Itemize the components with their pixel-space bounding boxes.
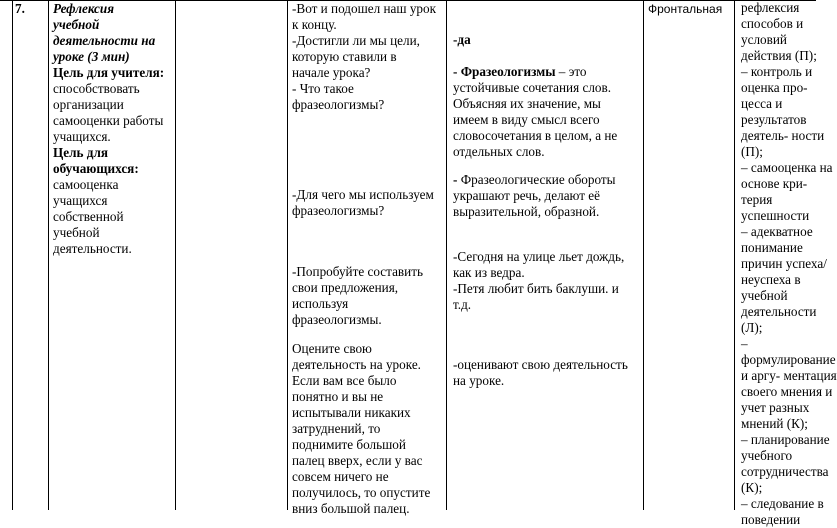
teacher-line: - Что такое bbox=[292, 81, 354, 96]
uud-line: неуспеха в bbox=[741, 272, 801, 287]
uud-line: мнений (К); bbox=[741, 416, 808, 431]
student-line: выразительной, образной. bbox=[453, 204, 600, 219]
teacher-line: фразеологизмы. bbox=[292, 312, 382, 327]
uud-line: причин успеха/ bbox=[741, 256, 827, 271]
column-border bbox=[48, 0, 49, 510]
uud-line: успешности bbox=[741, 208, 810, 223]
student-line: как из ведра. bbox=[453, 265, 525, 280]
uud-line: (П); bbox=[741, 144, 763, 159]
teacher-line: к концу. bbox=[292, 17, 337, 32]
student-line: -Петя любит бить баклуши. и bbox=[453, 281, 619, 296]
student-goal-label: обучающихся: bbox=[53, 161, 139, 176]
work-form-cell bbox=[648, 1, 734, 17]
teacher-line: -Для чего мы используем bbox=[292, 187, 434, 202]
student-goal-line: деятельности. bbox=[53, 241, 132, 256]
student-line: имеем в виду смысл всего bbox=[453, 112, 600, 127]
teacher-line: -Попробуйте составить bbox=[292, 264, 423, 279]
teacher-line: фразеологизмы? bbox=[292, 97, 385, 112]
stage-title-line: учебной bbox=[53, 17, 100, 32]
student-line: на уроке. bbox=[453, 373, 505, 388]
uud-line: понимание bbox=[741, 240, 803, 255]
student-line: украшают речь, делают её bbox=[453, 188, 600, 203]
usage-first: Фразеологические обороты bbox=[460, 172, 616, 187]
usage-first-line bbox=[453, 172, 616, 188]
teacher-goal-label: Цель для учителя: bbox=[53, 65, 165, 80]
uud-line: поведении bbox=[741, 512, 801, 527]
uud-line: формулирование bbox=[741, 352, 836, 367]
teacher-goal-line: способствовать bbox=[53, 81, 140, 96]
column-border bbox=[446, 0, 447, 510]
teacher-goal-line: самооценки работы bbox=[53, 113, 164, 128]
teacher-line: палец вверх, если у вас bbox=[292, 453, 423, 468]
student-activity-cell bbox=[453, 1, 643, 510]
empty-cell bbox=[176, 1, 286, 510]
column-border bbox=[12, 0, 13, 510]
student-goal-line: учебной bbox=[53, 225, 100, 240]
stage-title-line: деятельности на bbox=[53, 33, 156, 48]
teacher-line: свои предложения, bbox=[292, 280, 399, 295]
work-form: Фронтальная bbox=[648, 2, 723, 16]
student-line: -Сегодня на улице льет дождь, bbox=[453, 249, 625, 264]
uud-line: деятель- ности bbox=[741, 128, 825, 143]
definition-term: - Фразеологизмы bbox=[453, 64, 556, 79]
student-line: устойчивые сочетания слов. bbox=[453, 80, 612, 95]
student-line: т.д. bbox=[453, 297, 472, 312]
uud-line: действия (П); bbox=[741, 48, 817, 63]
student-line: -оценивают свою деятельность bbox=[453, 357, 628, 372]
teacher-line: используя bbox=[292, 296, 349, 311]
uud-line: (К); bbox=[741, 480, 763, 495]
teacher-line: -Достигли ли мы цели, bbox=[292, 33, 420, 48]
uud-line: оценка про- bbox=[741, 80, 808, 95]
teacher-line: получилось, то опустите bbox=[292, 485, 431, 500]
teacher-line: вниз большой палец. bbox=[292, 501, 410, 516]
teacher-line: -Вот и подошел наш урок bbox=[292, 1, 437, 16]
row-number-cell bbox=[15, 1, 47, 17]
teacher-line: Если вам все было bbox=[292, 373, 397, 388]
stage-title-line: Рефлексия bbox=[53, 1, 114, 16]
row-number: 7. bbox=[15, 1, 25, 16]
uud-line: своего мнения и bbox=[741, 384, 833, 399]
uud-line: учебного bbox=[741, 448, 793, 463]
definition-first-line bbox=[453, 64, 587, 80]
uud-cell bbox=[741, 0, 837, 527]
teacher-line: понятно и вы не bbox=[292, 389, 384, 404]
uud-line: сотрудничества bbox=[741, 464, 829, 479]
uud-line: терия bbox=[741, 192, 773, 207]
teacher-line: деятельность на уроке. bbox=[292, 357, 421, 372]
stage-title-line: уроке (3 мин) bbox=[53, 49, 130, 64]
stage-cell bbox=[53, 1, 175, 257]
uud-line: и аргу- ментация bbox=[741, 368, 837, 383]
uud-line: – контроль и bbox=[741, 64, 813, 79]
uud-line: учебной bbox=[741, 288, 788, 303]
student-answer: -да bbox=[453, 32, 471, 47]
teacher-line: совсем ничего не bbox=[292, 469, 389, 484]
teacher-line: начале урока? bbox=[292, 65, 371, 80]
teacher-line: Оцените свою bbox=[292, 341, 372, 356]
uud-line: цесса и bbox=[741, 96, 783, 111]
uud-line: учет разных bbox=[741, 400, 810, 415]
uud-line: – адекватное bbox=[741, 224, 813, 239]
uud-line: рефлексия bbox=[741, 0, 800, 15]
uud-line: – следование в bbox=[741, 496, 824, 511]
teacher-line: фразеологизмы? bbox=[292, 203, 385, 218]
uud-line: – планирование bbox=[741, 432, 830, 447]
column-border bbox=[643, 0, 644, 510]
student-line: отдельных слов. bbox=[453, 144, 545, 159]
student-goal-line: собственной bbox=[53, 209, 124, 224]
column-border bbox=[287, 0, 288, 510]
teacher-activity-cell bbox=[292, 1, 445, 516]
student-line: Объясняя их значение, мы bbox=[453, 96, 601, 111]
uud-line: – bbox=[741, 336, 748, 351]
uud-line: основе кри- bbox=[741, 176, 808, 191]
usage-lead: - bbox=[453, 172, 461, 187]
uud-line: способов и bbox=[741, 16, 804, 31]
uud-line: результатов bbox=[741, 112, 807, 127]
teacher-line: поднимите большой bbox=[292, 437, 406, 452]
student-goal-label: Цель для bbox=[53, 145, 108, 160]
teacher-goal-line: организации bbox=[53, 97, 124, 112]
student-goal-line: самооценка bbox=[53, 177, 119, 192]
definition-rest: – это bbox=[555, 64, 587, 79]
student-line: словосочетания в целом, а не bbox=[453, 128, 618, 143]
teacher-line: затруднений, то bbox=[292, 421, 381, 436]
uud-line: (Л); bbox=[741, 320, 763, 335]
teacher-line: которую ставили в bbox=[292, 49, 397, 64]
uud-line: деятельности bbox=[741, 304, 817, 319]
student-goal-line: учащихся bbox=[53, 193, 108, 208]
teacher-goal-line: учащихся. bbox=[53, 129, 111, 144]
uud-line: условий bbox=[741, 32, 787, 47]
column-border bbox=[734, 0, 735, 510]
teacher-line: испытывали никаких bbox=[292, 405, 411, 420]
uud-line: – самооценка на bbox=[741, 160, 833, 175]
